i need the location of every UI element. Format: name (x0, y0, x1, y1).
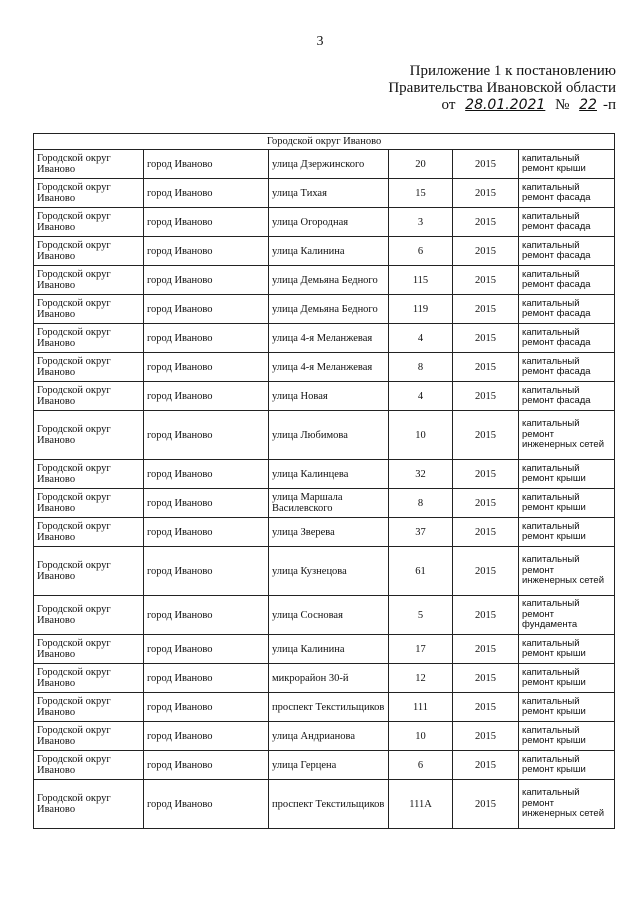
district-cell: Городской округ Иваново (34, 664, 144, 693)
decree-number: 22 (579, 97, 597, 113)
street-cell: улица 4-я Меланжевая (269, 353, 389, 382)
house-number-cell: 6 (389, 237, 453, 266)
street-cell: улица Тихая (269, 179, 389, 208)
work-type-cell: капитальный ремонт фундамента (519, 596, 615, 635)
year-cell: 2015 (453, 411, 519, 460)
table-row (34, 382, 615, 411)
house-number-cell: 37 (389, 518, 453, 547)
house-number-cell: 111 (389, 693, 453, 722)
house-number-cell: 119 (389, 295, 453, 324)
table-row (34, 179, 615, 208)
work-type-cell: капитальный ремонт фасада (519, 382, 615, 411)
district-cell: Городской округ Иваново (34, 150, 144, 179)
table-row (34, 547, 615, 596)
district-cell: Городской округ Иваново (34, 179, 144, 208)
year-cell: 2015 (453, 150, 519, 179)
city-cell: город Иваново (144, 518, 269, 547)
street-cell: улица Маршала Василевского (269, 489, 389, 518)
city-cell: город Иваново (144, 266, 269, 295)
district-cell: Городской округ Иваново (34, 237, 144, 266)
street-cell: улица Дзержинского (269, 150, 389, 179)
table-row (34, 150, 615, 179)
district-cell: Городской округ Иваново (34, 382, 144, 411)
city-cell: город Иваново (144, 635, 269, 664)
year-cell: 2015 (453, 208, 519, 237)
table-row (34, 780, 615, 829)
district-cell: Городской округ Иваново (34, 596, 144, 635)
housing-repair-table (33, 133, 615, 829)
house-number-cell: 10 (389, 722, 453, 751)
table-row (34, 208, 615, 237)
year-cell: 2015 (453, 324, 519, 353)
street-cell: улица Сосновая (269, 596, 389, 635)
house-number-cell: 10 (389, 411, 453, 460)
city-cell: город Иваново (144, 693, 269, 722)
table-row (34, 460, 615, 489)
table-row (34, 489, 615, 518)
house-number-cell: 4 (389, 382, 453, 411)
district-cell: Городской округ Иваново (34, 489, 144, 518)
number-prefix: № (555, 97, 570, 113)
appendix-header (388, 63, 616, 114)
street-cell: улица Зверева (269, 518, 389, 547)
table-row (34, 664, 615, 693)
district-cell: Городской округ Иваново (34, 266, 144, 295)
year-cell: 2015 (453, 179, 519, 208)
house-number-cell: 32 (389, 460, 453, 489)
street-cell: улица Демьяна Бедного (269, 295, 389, 324)
street-cell: улица Андрианова (269, 722, 389, 751)
house-number-cell: 12 (389, 664, 453, 693)
work-type-cell: капитальный ремонт фасада (519, 266, 615, 295)
year-cell: 2015 (453, 751, 519, 780)
table-row (34, 411, 615, 460)
decree-date: 28.01.2021 (465, 97, 546, 113)
district-cell: Городской округ Иваново (34, 411, 144, 460)
house-number-cell: 61 (389, 547, 453, 596)
table-row (34, 751, 615, 780)
year-cell: 2015 (453, 237, 519, 266)
street-cell: проспект Текстильщиков (269, 780, 389, 829)
city-cell: город Иваново (144, 411, 269, 460)
house-number-cell: 3 (389, 208, 453, 237)
region-header: Городской округ Иваново (34, 134, 615, 150)
city-cell: город Иваново (144, 237, 269, 266)
district-cell: Городской округ Иваново (34, 547, 144, 596)
table-row (34, 635, 615, 664)
street-cell: микрорайон 30-й (269, 664, 389, 693)
work-type-cell: капитальный ремонт фасада (519, 179, 615, 208)
house-number-cell: 111А (389, 780, 453, 829)
year-cell: 2015 (453, 693, 519, 722)
work-type-cell: капитальный ремонт крыши (519, 664, 615, 693)
work-type-cell: капитальный ремонт инженерных сетей (519, 411, 615, 460)
house-number-cell: 17 (389, 635, 453, 664)
house-number-cell: 5 (389, 596, 453, 635)
district-cell: Городской округ Иваново (34, 295, 144, 324)
house-number-cell: 8 (389, 489, 453, 518)
number-suffix: -п (602, 97, 616, 113)
year-cell: 2015 (453, 664, 519, 693)
work-type-cell: капитальный ремонт крыши (519, 722, 615, 751)
city-cell: город Иваново (144, 460, 269, 489)
city-cell: город Иваново (144, 780, 269, 829)
district-cell: Городской округ Иваново (34, 751, 144, 780)
year-cell: 2015 (453, 722, 519, 751)
city-cell: город Иваново (144, 596, 269, 635)
table-row (34, 693, 615, 722)
street-cell: улица Любимова (269, 411, 389, 460)
street-cell: улица Калинина (269, 237, 389, 266)
street-cell: улица Кузнецова (269, 547, 389, 596)
work-type-cell: капитальный ремонт крыши (519, 150, 615, 179)
year-cell: 2015 (453, 460, 519, 489)
work-type-cell: капитальный ремонт фасада (519, 295, 615, 324)
city-cell: город Иваново (144, 150, 269, 179)
district-cell: Городской округ Иваново (34, 722, 144, 751)
year-cell: 2015 (453, 266, 519, 295)
district-cell: Городской округ Иваново (34, 460, 144, 489)
house-number-cell: 15 (389, 179, 453, 208)
district-cell: Городской округ Иваново (34, 324, 144, 353)
city-cell: город Иваново (144, 664, 269, 693)
year-cell: 2015 (453, 353, 519, 382)
district-cell: Городской округ Иваново (34, 780, 144, 829)
year-cell: 2015 (453, 518, 519, 547)
table-row (34, 353, 615, 382)
house-number-cell: 4 (389, 324, 453, 353)
street-cell: улица Демьяна Бедного (269, 266, 389, 295)
work-type-cell: капитальный ремонт крыши (519, 751, 615, 780)
district-cell: Городской округ Иваново (34, 635, 144, 664)
work-type-cell: капитальный ремонт крыши (519, 693, 615, 722)
district-cell: Городской округ Иваново (34, 353, 144, 382)
house-number-cell: 8 (389, 353, 453, 382)
street-cell: улица 4-я Меланжевая (269, 324, 389, 353)
district-cell: Городской округ Иваново (34, 693, 144, 722)
city-cell: город Иваново (144, 208, 269, 237)
city-cell: город Иваново (144, 324, 269, 353)
table-row (34, 518, 615, 547)
house-number-cell: 6 (389, 751, 453, 780)
year-cell: 2015 (453, 596, 519, 635)
city-cell: город Иваново (144, 751, 269, 780)
appendix-issuer: Правительства Ивановской области (388, 80, 616, 96)
house-number-cell: 20 (389, 150, 453, 179)
work-type-cell: капитальный ремонт фасада (519, 353, 615, 382)
year-cell: 2015 (453, 780, 519, 829)
year-cell: 2015 (453, 547, 519, 596)
district-cell: Городской округ Иваново (34, 208, 144, 237)
table-row (34, 266, 615, 295)
work-type-cell: капитальный ремонт фасада (519, 237, 615, 266)
year-cell: 2015 (453, 635, 519, 664)
table-row (34, 722, 615, 751)
year-cell: 2015 (453, 295, 519, 324)
work-type-cell: капитальный ремонт крыши (519, 635, 615, 664)
city-cell: город Иваново (144, 722, 269, 751)
street-cell: улица Герцена (269, 751, 389, 780)
street-cell: улица Новая (269, 382, 389, 411)
street-cell: улица Калинцева (269, 460, 389, 489)
year-cell: 2015 (453, 382, 519, 411)
house-number-cell: 115 (389, 266, 453, 295)
work-type-cell: капитальный ремонт инженерных сетей (519, 780, 615, 829)
street-cell: улица Огородная (269, 208, 389, 237)
city-cell: город Иваново (144, 295, 269, 324)
year-cell: 2015 (453, 489, 519, 518)
work-type-cell: капитальный ремонт фасада (519, 208, 615, 237)
work-type-cell: капитальный ремонт фасада (519, 324, 615, 353)
city-cell: город Иваново (144, 489, 269, 518)
district-cell: Городской округ Иваново (34, 518, 144, 547)
table-row (34, 596, 615, 635)
street-cell: проспект Текстильщиков (269, 693, 389, 722)
appendix-date-number (388, 97, 616, 114)
work-type-cell: капитальный ремонт крыши (519, 518, 615, 547)
city-cell: город Иваново (144, 353, 269, 382)
region-header-row (34, 134, 615, 150)
work-type-cell: капитальный ремонт крыши (519, 489, 615, 518)
date-prefix: от (441, 97, 456, 113)
table-row (34, 295, 615, 324)
page-number: 3 (316, 34, 324, 49)
street-cell: улица Калинина (269, 635, 389, 664)
work-type-cell: капитальный ремонт инженерных сетей (519, 547, 615, 596)
city-cell: город Иваново (144, 547, 269, 596)
appendix-title: Приложение 1 к постановлению (409, 63, 616, 79)
table-row (34, 324, 615, 353)
work-type-cell: капитальный ремонт крыши (519, 460, 615, 489)
table-row (34, 237, 615, 266)
city-cell: город Иваново (144, 382, 269, 411)
city-cell: город Иваново (144, 179, 269, 208)
